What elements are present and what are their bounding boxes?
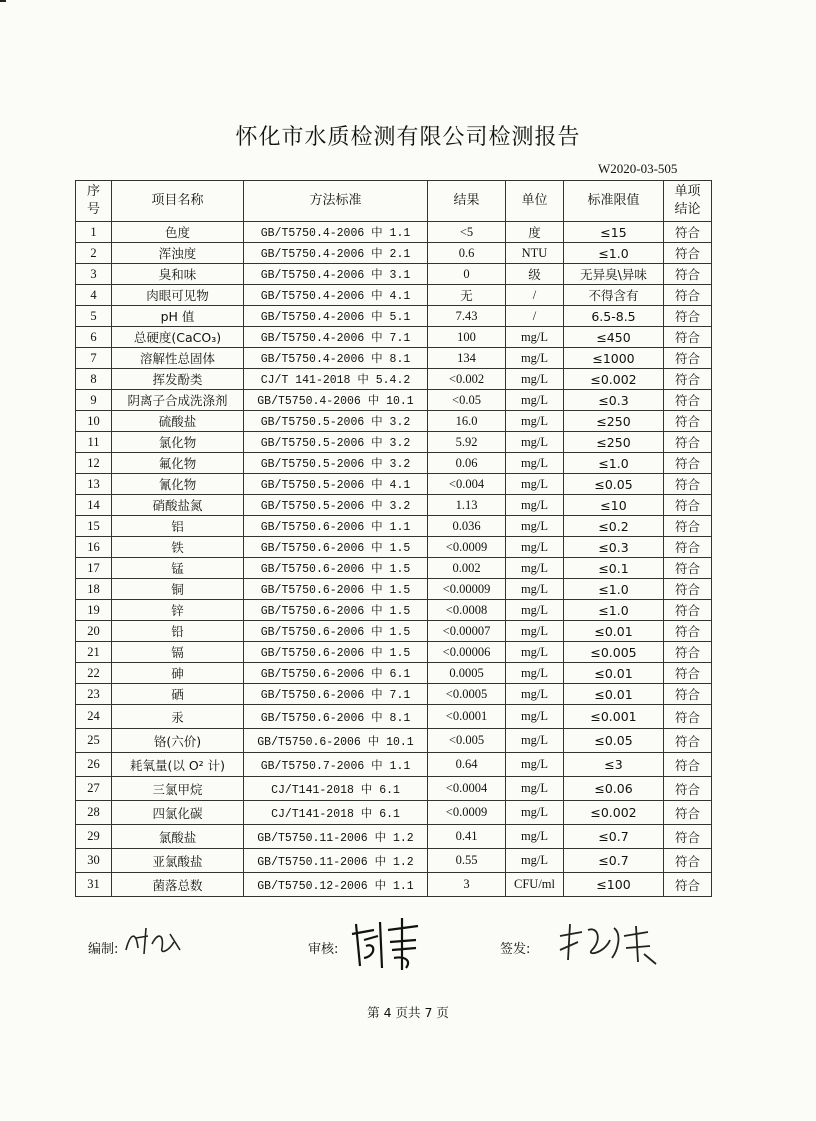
row-verdict: 符合 bbox=[664, 801, 712, 825]
row-item-name: 锰 bbox=[112, 558, 244, 579]
table-row bbox=[76, 849, 712, 873]
row-unit: 级 bbox=[506, 264, 564, 285]
row-limit: ≤15 bbox=[564, 222, 664, 243]
row-item-name: 三氯甲烷 bbox=[112, 777, 244, 801]
header-limit: 标准限值 bbox=[564, 181, 664, 222]
row-item-name: 汞 bbox=[112, 705, 244, 729]
row-result: 134 bbox=[428, 348, 506, 369]
table-row bbox=[76, 705, 712, 729]
row-result: <5 bbox=[428, 222, 506, 243]
row-result: 0.55 bbox=[428, 849, 506, 873]
row-result: <0.002 bbox=[428, 369, 506, 390]
row-seq: 25 bbox=[76, 729, 112, 753]
table-row bbox=[76, 390, 712, 411]
row-seq: 1 bbox=[76, 222, 112, 243]
row-limit: ≤0.005 bbox=[564, 642, 664, 663]
row-method: GB/T5750.7-2006 中 1.1 bbox=[244, 753, 428, 777]
row-result: <0.0001 bbox=[428, 705, 506, 729]
compiled-by bbox=[88, 938, 118, 957]
row-limit: ≤0.3 bbox=[564, 390, 664, 411]
row-method: GB/T5750.6-2006 中 1.5 bbox=[244, 558, 428, 579]
row-unit: mg/L bbox=[506, 705, 564, 729]
table-row bbox=[76, 600, 712, 621]
row-item-name: 硒 bbox=[112, 684, 244, 705]
row-method: GB/T5750.4-2006 中 4.1 bbox=[244, 285, 428, 306]
header-method: 方法标准 bbox=[244, 181, 428, 222]
row-limit: ≤1.0 bbox=[564, 453, 664, 474]
table-row bbox=[76, 825, 712, 849]
row-method: GB/T5750.6-2006 中 1.5 bbox=[244, 579, 428, 600]
header-unit: 单位 bbox=[506, 181, 564, 222]
header-item-name: 项目名称 bbox=[112, 181, 244, 222]
table-row bbox=[76, 453, 712, 474]
row-seq: 10 bbox=[76, 411, 112, 432]
row-limit: 不得含有 bbox=[564, 285, 664, 306]
table-row bbox=[76, 873, 712, 897]
row-verdict: 符合 bbox=[664, 306, 712, 327]
table-row bbox=[76, 474, 712, 495]
row-method: CJ/T141-2018 中 6.1 bbox=[244, 777, 428, 801]
row-unit: mg/L bbox=[506, 579, 564, 600]
table-row bbox=[76, 264, 712, 285]
row-item-name: 铁 bbox=[112, 537, 244, 558]
row-result: <0.0009 bbox=[428, 537, 506, 558]
row-result: <0.0008 bbox=[428, 600, 506, 621]
row-result: 无 bbox=[428, 285, 506, 306]
row-method: GB/T5750.5-2006 中 4.1 bbox=[244, 474, 428, 495]
row-method: GB/T5750.11-2006 中 1.2 bbox=[244, 849, 428, 873]
approved-by bbox=[500, 938, 530, 957]
header-result: 结果 bbox=[428, 181, 506, 222]
row-unit: mg/L bbox=[506, 537, 564, 558]
row-limit: ≤0.002 bbox=[564, 369, 664, 390]
row-unit: mg/L bbox=[506, 663, 564, 684]
row-unit: NTU bbox=[506, 243, 564, 264]
row-unit: mg/L bbox=[506, 474, 564, 495]
row-item-name: 臭和味 bbox=[112, 264, 244, 285]
table-row bbox=[76, 432, 712, 453]
row-seq: 22 bbox=[76, 663, 112, 684]
row-verdict: 符合 bbox=[664, 348, 712, 369]
row-method: GB/T5750.6-2006 中 10.1 bbox=[244, 729, 428, 753]
row-verdict: 符合 bbox=[664, 705, 712, 729]
row-method: GB/T5750.6-2006 中 6.1 bbox=[244, 663, 428, 684]
row-result: 0.64 bbox=[428, 753, 506, 777]
row-verdict: 符合 bbox=[664, 600, 712, 621]
row-unit: mg/L bbox=[506, 411, 564, 432]
row-item-name: 铝 bbox=[112, 516, 244, 537]
row-verdict: 符合 bbox=[664, 453, 712, 474]
row-unit: 度 bbox=[506, 222, 564, 243]
row-verdict: 符合 bbox=[664, 537, 712, 558]
row-method: GB/T5750.5-2006 中 3.2 bbox=[244, 411, 428, 432]
row-seq: 14 bbox=[76, 495, 112, 516]
row-item-name: 砷 bbox=[112, 663, 244, 684]
row-limit: ≤0.05 bbox=[564, 729, 664, 753]
reviewer-signature bbox=[346, 916, 426, 972]
compiled-label: 编制: bbox=[88, 942, 119, 957]
row-item-name: 四氯化碳 bbox=[112, 801, 244, 825]
row-item-name: 耗氧量(以 O² 计) bbox=[112, 753, 244, 777]
row-method: GB/T5750.6-2006 中 1.5 bbox=[244, 537, 428, 558]
row-unit: mg/L bbox=[506, 642, 564, 663]
row-method: GB/T5750.4-2006 中 8.1 bbox=[244, 348, 428, 369]
row-limit: ≤1.0 bbox=[564, 600, 664, 621]
row-verdict: 符合 bbox=[664, 285, 712, 306]
row-limit: ≤0.001 bbox=[564, 705, 664, 729]
row-method: GB/T5750.4-2006 中 3.1 bbox=[244, 264, 428, 285]
row-seq: 21 bbox=[76, 642, 112, 663]
row-seq: 15 bbox=[76, 516, 112, 537]
reviewed-by bbox=[308, 938, 338, 957]
table-row bbox=[76, 327, 712, 348]
row-verdict: 符合 bbox=[664, 432, 712, 453]
row-result: 0.002 bbox=[428, 558, 506, 579]
row-verdict: 符合 bbox=[664, 411, 712, 432]
row-item-name: 色度 bbox=[112, 222, 244, 243]
row-unit: mg/L bbox=[506, 432, 564, 453]
row-method: GB/T5750.4-2006 中 7.1 bbox=[244, 327, 428, 348]
row-result: 7.43 bbox=[428, 306, 506, 327]
row-seq: 31 bbox=[76, 873, 112, 897]
header-verdict: 单项结论 bbox=[664, 181, 712, 222]
row-limit: ≤0.002 bbox=[564, 801, 664, 825]
row-unit: mg/L bbox=[506, 390, 564, 411]
table-header-row bbox=[76, 181, 712, 222]
row-method: GB/T5750.4-2006 中 5.1 bbox=[244, 306, 428, 327]
row-limit: 6.5-8.5 bbox=[564, 306, 664, 327]
row-unit: mg/L bbox=[506, 777, 564, 801]
row-method: GB/T5750.6-2006 中 1.5 bbox=[244, 600, 428, 621]
table-row bbox=[76, 684, 712, 705]
row-limit: ≤0.01 bbox=[564, 684, 664, 705]
row-verdict: 符合 bbox=[664, 663, 712, 684]
row-result: 3 bbox=[428, 873, 506, 897]
row-seq: 4 bbox=[76, 285, 112, 306]
row-unit: mg/L bbox=[506, 327, 564, 348]
row-item-name: 铅 bbox=[112, 621, 244, 642]
row-method: GB/T5750.6-2006 中 1.5 bbox=[244, 621, 428, 642]
row-verdict: 符合 bbox=[664, 327, 712, 348]
row-item-name: 亚氯酸盐 bbox=[112, 849, 244, 873]
table-row bbox=[76, 369, 712, 390]
row-limit: ≤0.01 bbox=[564, 621, 664, 642]
row-seq: 6 bbox=[76, 327, 112, 348]
row-verdict: 符合 bbox=[664, 369, 712, 390]
row-method: GB/T5750.4-2006 中 2.1 bbox=[244, 243, 428, 264]
table-row bbox=[76, 411, 712, 432]
row-method: GB/T5750.4-2006 中 10.1 bbox=[244, 390, 428, 411]
row-result: 0.6 bbox=[428, 243, 506, 264]
row-result: <0.00009 bbox=[428, 579, 506, 600]
row-method: GB/T5750.6-2006 中 8.1 bbox=[244, 705, 428, 729]
row-limit: 无异臭\异味 bbox=[564, 264, 664, 285]
row-seq: 28 bbox=[76, 801, 112, 825]
row-verdict: 符合 bbox=[664, 222, 712, 243]
row-result: <0.0004 bbox=[428, 777, 506, 801]
row-result: <0.0009 bbox=[428, 801, 506, 825]
row-unit: mg/L bbox=[506, 558, 564, 579]
report-title: 怀化市水质检测有限公司检测报告 bbox=[235, 125, 581, 150]
row-result: <0.00006 bbox=[428, 642, 506, 663]
row-unit: CFU/ml bbox=[506, 873, 564, 897]
row-method: GB/T5750.6-2006 中 1.1 bbox=[244, 516, 428, 537]
row-verdict: 符合 bbox=[664, 729, 712, 753]
row-verdict: 符合 bbox=[664, 474, 712, 495]
row-item-name: 氟化物 bbox=[112, 453, 244, 474]
approved-label: 签发: bbox=[500, 942, 531, 957]
row-verdict: 符合 bbox=[664, 684, 712, 705]
row-unit: mg/L bbox=[506, 369, 564, 390]
row-item-name: 铬(六价) bbox=[112, 729, 244, 753]
table-row bbox=[76, 621, 712, 642]
row-seq: 26 bbox=[76, 753, 112, 777]
row-result: <0.005 bbox=[428, 729, 506, 753]
row-limit: ≤10 bbox=[564, 495, 664, 516]
row-method: GB/T5750.5-2006 中 3.2 bbox=[244, 453, 428, 474]
row-limit: ≤0.1 bbox=[564, 558, 664, 579]
row-method: GB/T5750.4-2006 中 1.1 bbox=[244, 222, 428, 243]
report-number: W2020-03-505 bbox=[598, 161, 678, 176]
row-item-name: 肉眼可见物 bbox=[112, 285, 244, 306]
row-item-name: 铜 bbox=[112, 579, 244, 600]
table-row bbox=[76, 285, 712, 306]
row-verdict: 符合 bbox=[664, 390, 712, 411]
row-unit: mg/L bbox=[506, 600, 564, 621]
reviewed-label: 审核: bbox=[308, 942, 339, 957]
scan-corner-mark bbox=[0, 0, 6, 2]
row-unit: mg/L bbox=[506, 684, 564, 705]
row-seq: 3 bbox=[76, 264, 112, 285]
row-unit: mg/L bbox=[506, 495, 564, 516]
row-method: GB/T5750.6-2006 中 7.1 bbox=[244, 684, 428, 705]
row-limit: ≤0.3 bbox=[564, 537, 664, 558]
table-body bbox=[76, 222, 712, 897]
row-method: GB/T5750.5-2006 中 3.2 bbox=[244, 495, 428, 516]
row-seq: 16 bbox=[76, 537, 112, 558]
row-verdict: 符合 bbox=[664, 264, 712, 285]
row-seq: 20 bbox=[76, 621, 112, 642]
row-result: <0.05 bbox=[428, 390, 506, 411]
table-row bbox=[76, 663, 712, 684]
row-result: 0.06 bbox=[428, 453, 506, 474]
row-result: 16.0 bbox=[428, 411, 506, 432]
row-result: <0.004 bbox=[428, 474, 506, 495]
row-seq: 13 bbox=[76, 474, 112, 495]
table-row bbox=[76, 222, 712, 243]
table-row bbox=[76, 729, 712, 753]
row-limit: ≤3 bbox=[564, 753, 664, 777]
row-limit: ≤0.05 bbox=[564, 474, 664, 495]
row-seq: 12 bbox=[76, 453, 112, 474]
row-seq: 18 bbox=[76, 579, 112, 600]
table-row bbox=[76, 495, 712, 516]
row-item-name: pH 值 bbox=[112, 306, 244, 327]
row-limit: ≤1.0 bbox=[564, 243, 664, 264]
row-result: 5.92 bbox=[428, 432, 506, 453]
row-seq: 27 bbox=[76, 777, 112, 801]
row-method: CJ/T141-2018 中 6.1 bbox=[244, 801, 428, 825]
row-unit: / bbox=[506, 306, 564, 327]
row-unit: mg/L bbox=[506, 801, 564, 825]
row-verdict: 符合 bbox=[664, 849, 712, 873]
row-seq: 17 bbox=[76, 558, 112, 579]
row-seq: 7 bbox=[76, 348, 112, 369]
row-result: 0.036 bbox=[428, 516, 506, 537]
row-seq: 30 bbox=[76, 849, 112, 873]
row-item-name: 氰化物 bbox=[112, 474, 244, 495]
table-row bbox=[76, 537, 712, 558]
row-verdict: 符合 bbox=[664, 753, 712, 777]
row-method: CJ/T 141-2018 中 5.4.2 bbox=[244, 369, 428, 390]
row-method: GB/T5750.6-2006 中 1.5 bbox=[244, 642, 428, 663]
row-unit: mg/L bbox=[506, 516, 564, 537]
row-item-name: 浑浊度 bbox=[112, 243, 244, 264]
row-method: GB/T5750.12-2006 中 1.1 bbox=[244, 873, 428, 897]
row-seq: 24 bbox=[76, 705, 112, 729]
row-result: 0 bbox=[428, 264, 506, 285]
row-verdict: 符合 bbox=[664, 579, 712, 600]
row-unit: mg/L bbox=[506, 729, 564, 753]
row-verdict: 符合 bbox=[664, 558, 712, 579]
row-verdict: 符合 bbox=[664, 516, 712, 537]
row-method: GB/T5750.5-2006 中 3.2 bbox=[244, 432, 428, 453]
row-item-name: 氯化物 bbox=[112, 432, 244, 453]
row-unit: mg/L bbox=[506, 453, 564, 474]
row-item-name: 镉 bbox=[112, 642, 244, 663]
table-row bbox=[76, 348, 712, 369]
header-seq: 序号 bbox=[76, 181, 112, 222]
row-unit: mg/L bbox=[506, 753, 564, 777]
row-limit: ≤0.06 bbox=[564, 777, 664, 801]
row-verdict: 符合 bbox=[664, 642, 712, 663]
row-limit: ≤450 bbox=[564, 327, 664, 348]
row-item-name: 锌 bbox=[112, 600, 244, 621]
row-result: 0.0005 bbox=[428, 663, 506, 684]
row-seq: 8 bbox=[76, 369, 112, 390]
table-row bbox=[76, 777, 712, 801]
table-row bbox=[76, 801, 712, 825]
row-seq: 23 bbox=[76, 684, 112, 705]
row-verdict: 符合 bbox=[664, 777, 712, 801]
row-seq: 5 bbox=[76, 306, 112, 327]
row-verdict: 符合 bbox=[664, 621, 712, 642]
row-item-name: 硝酸盐氮 bbox=[112, 495, 244, 516]
row-result: 100 bbox=[428, 327, 506, 348]
row-method: GB/T5750.11-2006 中 1.2 bbox=[244, 825, 428, 849]
row-result: <0.0005 bbox=[428, 684, 506, 705]
table-row bbox=[76, 516, 712, 537]
row-seq: 11 bbox=[76, 432, 112, 453]
table-row bbox=[76, 642, 712, 663]
row-item-name: 硫酸盐 bbox=[112, 411, 244, 432]
row-item-name: 菌落总数 bbox=[112, 873, 244, 897]
row-item-name: 氯酸盐 bbox=[112, 825, 244, 849]
row-unit: mg/L bbox=[506, 825, 564, 849]
row-verdict: 符合 bbox=[664, 495, 712, 516]
row-unit: mg/L bbox=[506, 348, 564, 369]
row-unit: mg/L bbox=[506, 849, 564, 873]
row-result: <0.00007 bbox=[428, 621, 506, 642]
row-limit: ≤250 bbox=[564, 432, 664, 453]
table-row bbox=[76, 306, 712, 327]
signature-block bbox=[88, 930, 728, 970]
table-row bbox=[76, 753, 712, 777]
row-result: 1.13 bbox=[428, 495, 506, 516]
row-verdict: 符合 bbox=[664, 825, 712, 849]
row-limit: ≤0.01 bbox=[564, 663, 664, 684]
page-number: 第 4 页共 7 页 bbox=[367, 1005, 449, 1020]
row-limit: ≤1.0 bbox=[564, 579, 664, 600]
table-row bbox=[76, 579, 712, 600]
row-seq: 2 bbox=[76, 243, 112, 264]
row-limit: ≤250 bbox=[564, 411, 664, 432]
row-item-name: 挥发酚类 bbox=[112, 369, 244, 390]
row-seq: 9 bbox=[76, 390, 112, 411]
row-limit: ≤1000 bbox=[564, 348, 664, 369]
row-limit: ≤100 bbox=[564, 873, 664, 897]
row-item-name: 溶解性总固体 bbox=[112, 348, 244, 369]
approver-signature bbox=[552, 920, 662, 968]
row-unit: / bbox=[506, 285, 564, 306]
row-limit: ≤0.7 bbox=[564, 849, 664, 873]
table-row bbox=[76, 558, 712, 579]
row-seq: 19 bbox=[76, 600, 112, 621]
test-results-table bbox=[75, 180, 712, 897]
table-row bbox=[76, 243, 712, 264]
row-limit: ≤0.2 bbox=[564, 516, 664, 537]
row-limit: ≤0.7 bbox=[564, 825, 664, 849]
row-verdict: 符合 bbox=[664, 873, 712, 897]
row-item-name: 总硬度(CaCO₃) bbox=[112, 327, 244, 348]
row-item-name: 阴离子合成洗涤剂 bbox=[112, 390, 244, 411]
row-seq: 29 bbox=[76, 825, 112, 849]
row-result: 0.41 bbox=[428, 825, 506, 849]
row-unit: mg/L bbox=[506, 621, 564, 642]
compiler-signature bbox=[122, 924, 186, 960]
row-verdict: 符合 bbox=[664, 243, 712, 264]
